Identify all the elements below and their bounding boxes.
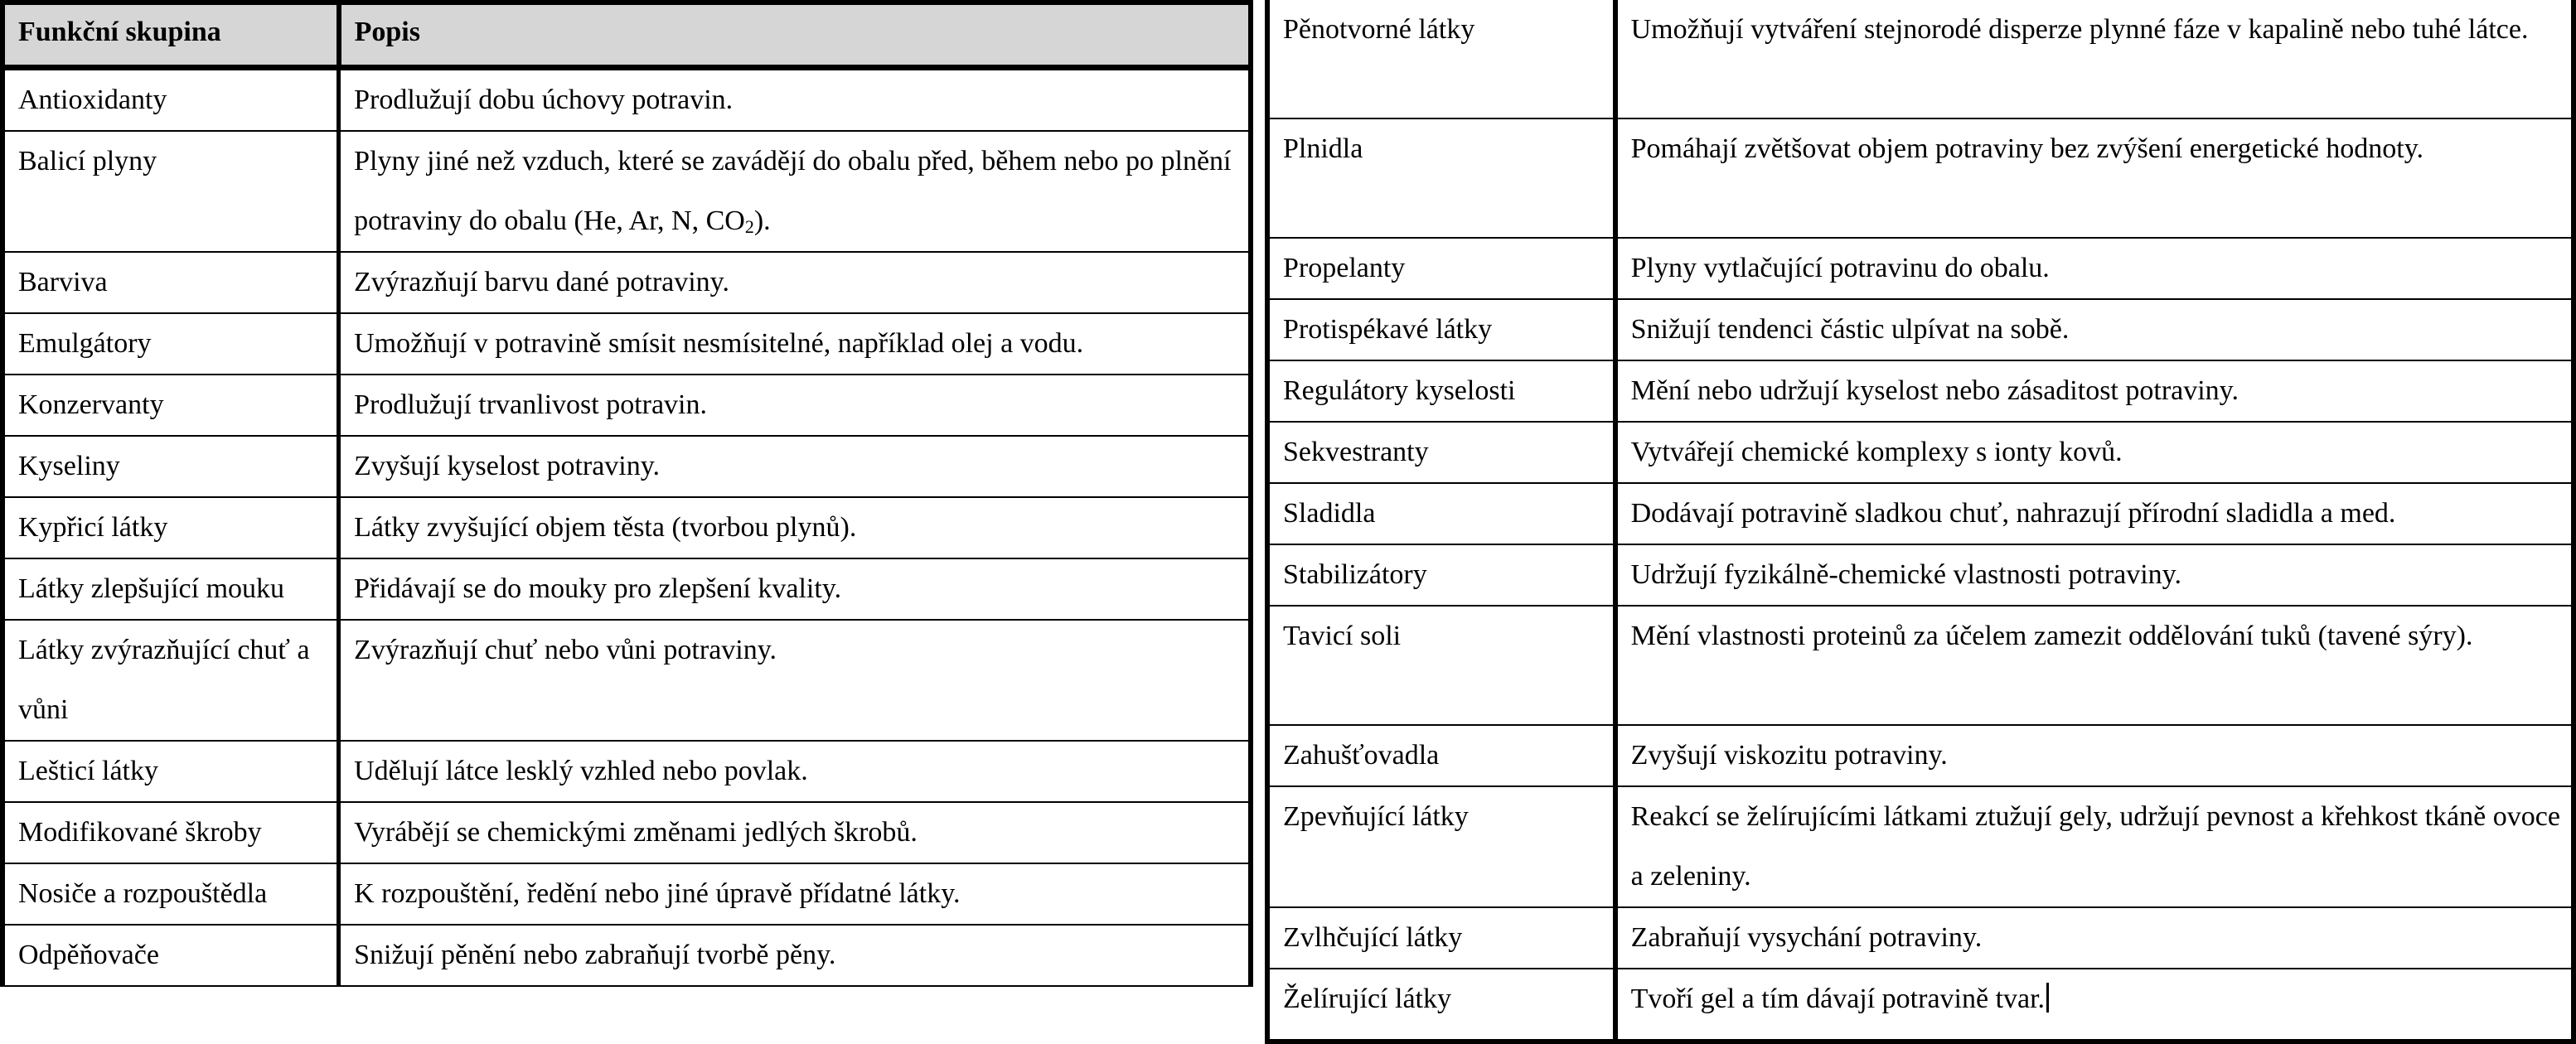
description-text: Plyny jiné než vzduch, které se zavádějí do obalu před, během nebo po plnění potraviny do obalu (He, Ar, N, CO: [354, 146, 1232, 236]
group-cell: Pěnotvorné látky: [1267, 0, 1615, 118]
description-cell: Přidávají se do mouky pro zlepšení kvality.: [339, 558, 1251, 620]
description-cell: Zvyšují viskozitu potraviny.: [1615, 725, 2574, 786]
group-cell: Zpevňující látky: [1267, 786, 1615, 907]
group-cell: Modifikované škroby: [2, 802, 339, 863]
left-table-panel: [0, 0, 1253, 1003]
header-description: Popis: [339, 2, 1251, 68]
description-cell: Mění nebo udržují kyselost nebo zásaditost potraviny.: [1615, 360, 2574, 422]
group-cell: Balicí plyny: [2, 131, 339, 252]
group-cell: Látky zlepšující mouku: [2, 558, 339, 620]
group-cell: Tavicí soli: [1267, 606, 1615, 725]
description-cell: Vyrábějí se chemickými změnami jedlých škrobů.: [339, 802, 1251, 863]
description-cell: Umožňují v potravině smísit nesmísitelné, například olej a vodu.: [339, 313, 1251, 375]
description-cell: Snižují tendenci částic ulpívat na sobě.: [1615, 299, 2574, 360]
group-cell: Lešticí látky: [2, 741, 339, 802]
group-cell: Barviva: [2, 252, 339, 313]
header-row: [2, 2, 1251, 68]
table-row: [1267, 118, 2574, 238]
table-row: [2, 375, 1251, 436]
group-cell: Plnidla: [1267, 118, 1615, 238]
group-cell: Látky zvýrazňující chuť a vůni: [2, 620, 339, 741]
table-row: [1267, 238, 2574, 299]
description-cell: Udělují látce lesklý vzhled nebo povlak.: [339, 741, 1251, 802]
table-row: [2, 252, 1251, 313]
table-row: [1267, 969, 2574, 1042]
description-cell: K rozpouštění, ředění nebo jiné úpravě přídatné látky.: [339, 863, 1251, 925]
table-row: [1267, 606, 2574, 725]
description-cell: Pomáhají zvětšovat objem potraviny bez zvýšení energetické hodnoty.: [1615, 118, 2574, 238]
table-row: [2, 497, 1251, 558]
group-cell: Sladidla: [1267, 483, 1615, 544]
table-row: [2, 68, 1251, 132]
right-table-panel: [1265, 0, 2576, 1014]
table-row: [2, 802, 1251, 863]
group-cell: Protispékavé látky: [1267, 299, 1615, 360]
group-cell: Želírující látky: [1267, 969, 1615, 1042]
group-cell: Konzervanty: [2, 375, 339, 436]
table-row: [2, 313, 1251, 375]
description-cell: Látky zvyšující objem těsta (tvorbou plynů).: [339, 497, 1251, 558]
header-group: Funkční skupina: [2, 2, 339, 68]
description-cell: Prodlužují trvanlivost potravin.: [339, 375, 1251, 436]
right-function-table: [1265, 0, 2576, 1044]
description-end-text: ).: [753, 205, 771, 236]
table-row: [2, 741, 1251, 802]
group-cell: Stabilizátory: [1267, 544, 1615, 606]
group-cell: Regulátory kyselosti: [1267, 360, 1615, 422]
text-cursor: [2046, 983, 2049, 1013]
description-cell: Vytvářejí chemické komplexy s ionty kovů.: [1615, 422, 2574, 483]
left-function-table: [0, 0, 1253, 987]
description-cell: Umožňují vytváření stejnorodé disperze plynné fáze v kapalině nebo tuhé látce.: [1615, 0, 2574, 118]
group-cell: Zahušťovadla: [1267, 725, 1615, 786]
description-cell: Zvýrazňují barvu dané potraviny.: [339, 252, 1251, 313]
table-row: [2, 558, 1251, 620]
description-cell: Zabraňují vysychání potraviny.: [1615, 907, 2574, 969]
table-row: [1267, 483, 2574, 544]
description-cell: Reakcí se želírujícími látkami ztužují gely, udržují pevnost a křehkost tkáně ovoce a zeleniny.: [1615, 786, 2574, 907]
description-cell: Plyny vytlačující potravinu do obalu.: [1615, 238, 2574, 299]
table-row: [1267, 360, 2574, 422]
table-row: [1267, 907, 2574, 969]
table-row: [1267, 786, 2574, 907]
table-row: [2, 436, 1251, 497]
table-row: [1267, 725, 2574, 786]
description-text: Tvoří gel a tím dávají potravině tvar.: [1630, 984, 2046, 1014]
group-cell: Propelanty: [1267, 238, 1615, 299]
subscript-text: 2: [744, 216, 754, 237]
group-cell: Antioxidanty: [2, 68, 339, 132]
group-cell: Emulgátory: [2, 313, 339, 375]
table-row: [2, 620, 1251, 741]
group-cell: Nosiče a rozpouštědla: [2, 863, 339, 925]
table-row: [2, 863, 1251, 925]
group-cell: Odpěňovače: [2, 925, 339, 986]
table-row: [1267, 544, 2574, 606]
table-row: [1267, 299, 2574, 360]
description-cell: Zvyšují kyselost potraviny.: [339, 436, 1251, 497]
description-cell: Zvýrazňují chuť nebo vůni potraviny.: [339, 620, 1251, 741]
description-cell: Prodlužují dobu úchovy potravin.: [339, 68, 1251, 132]
table-row: [2, 131, 1251, 252]
group-cell: Kyseliny: [2, 436, 339, 497]
description-cell: [339, 131, 1251, 252]
description-cell[interactable]: [1615, 969, 2574, 1042]
table-row: [2, 925, 1251, 986]
description-cell: Dodávají potravině sladkou chuť, nahrazují přírodní sladidla a med.: [1615, 483, 2574, 544]
table-row: [1267, 0, 2574, 118]
group-cell: Sekvestranty: [1267, 422, 1615, 483]
group-cell: Zvlhčující látky: [1267, 907, 1615, 969]
table-row: [1267, 422, 2574, 483]
description-cell: Mění vlastnosti proteinů za účelem zamezit oddělování tuků (tavené sýry).: [1615, 606, 2574, 725]
description-cell: Snižují pěnění nebo zabraňují tvorbě pěny.: [339, 925, 1251, 986]
group-cell: Kypřicí látky: [2, 497, 339, 558]
description-cell: Udržují fyzikálně-chemické vlastnosti potraviny.: [1615, 544, 2574, 606]
